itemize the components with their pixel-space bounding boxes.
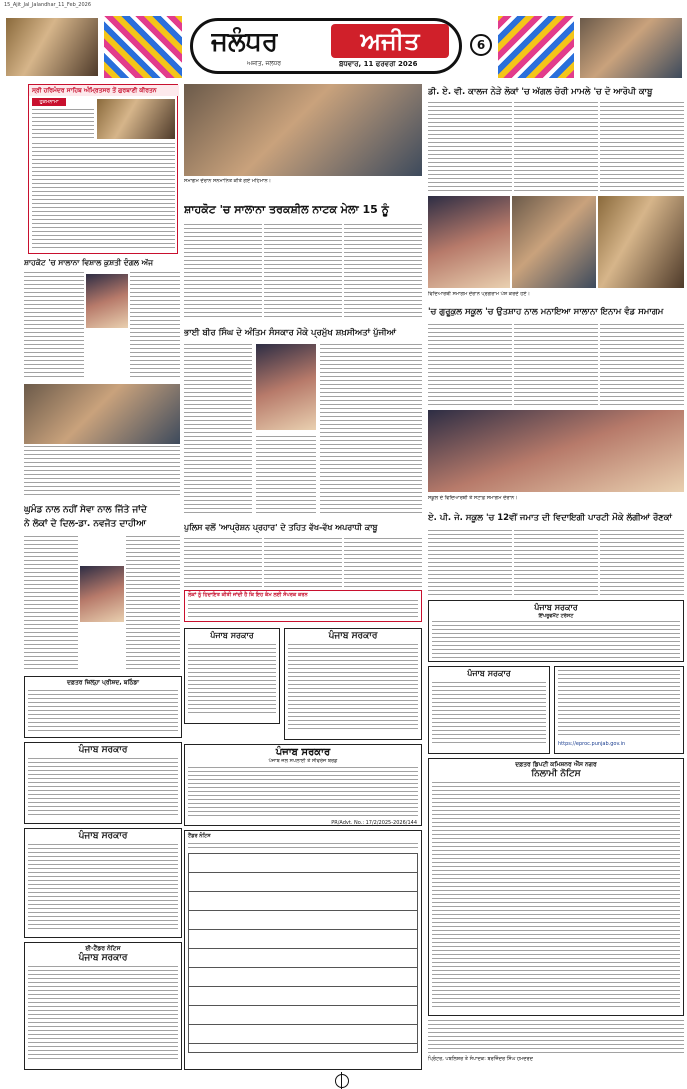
ad-tender-table-title: ਟੈਂਡਰ ਨੋਟਿਸ xyxy=(188,833,211,839)
masthead xyxy=(0,12,687,78)
center-story3-text-b xyxy=(264,538,342,588)
ad-punjab-sarkar-2-title: ਪੰਜਾਬ ਸਰਕਾਰ xyxy=(78,831,128,841)
ad-tender-table-head xyxy=(188,843,418,851)
left-story2-headline-l1: ਘੁਮੰਡ ਨਾਲ ਨਹੀਂ ਸੇਵਾ ਨਾਲ ਜਿੱਤੇ ਜਾਂਦੇ xyxy=(24,505,147,515)
left-story1-caption-text xyxy=(24,446,180,496)
left-story1-text-a xyxy=(24,272,84,380)
ad-jalandhar-office-title: ਦਫ਼ਤਰ ਜ਼ਿਲ੍ਹਾ ਪ੍ਰੀਸ਼ਦ, ਬਠਿੰਡਾ xyxy=(67,679,139,686)
ad-punjab-sarkar-3 xyxy=(284,628,422,740)
center-story2-text-b xyxy=(256,436,316,514)
right-story1-text-c xyxy=(600,102,684,192)
ad-eauction xyxy=(428,758,684,1016)
right-group-photo xyxy=(428,410,684,492)
file-meta-strip: 15_Ajit_Jal_Jalandhar_11_Feb_2026 xyxy=(4,2,92,8)
right-story1-headline: ਡੀ. ਏ. ਵੀ. ਕਾਲਜ ਨੇੜੇ ਲੋਕਾਂ 'ਚ ਅੱਗਲ ਚੋਰੀ ਮਾਮਲੇ 'ਚ ਦੋ ਆਰੋਪੀ ਕਾਬੂ xyxy=(428,87,653,97)
page-number: 6 xyxy=(476,38,486,52)
ad-tender-table xyxy=(184,830,422,1070)
ad-jalandhar-office xyxy=(24,676,182,738)
ad-punjab-sarkar-4-sub: ਪੰਜਾਬ ਜਲ ਸਪਲਾਈ ਤੇ ਸੀਵਰੇਜ ਬੋਰਡ xyxy=(268,758,338,764)
print-line-box xyxy=(428,1020,684,1070)
ad-punjab-sarkar-4-code: PR/Advt. No.: 17/2/2025-2026/144 xyxy=(331,820,417,826)
page-number-badge xyxy=(470,34,492,56)
right-story2-text-c xyxy=(600,324,684,408)
ad-reopen-tender-title: ਈ-ਟੈਂਡਰ ਨੋਟਿਸ xyxy=(85,945,121,952)
ad-punjab-sarkar-2-text xyxy=(28,844,178,930)
masthead-title-left: ਜਲੰਧਰ xyxy=(211,27,279,57)
ad-punjab-sarkar-4 xyxy=(184,744,422,826)
ad-website-link[interactable]: https://eproc.punjab.gov.in xyxy=(558,741,626,747)
left-story2-text-a xyxy=(24,536,78,670)
right-story2-text-b xyxy=(514,324,598,408)
center-story3-text-c xyxy=(344,538,422,588)
center-photo-caption: ਸਮਾਗਮ ਦੌਰਾਨ ਸਨਮਾਨਿਤ ਕੀਤੇ ਗਏ ਮਹਿਮਾਨ। xyxy=(184,178,271,184)
ad-website-text xyxy=(558,670,680,738)
masthead-right-photo xyxy=(580,18,682,78)
golden-temple-photo xyxy=(97,99,175,139)
ad-punjab-sarkar-4-text xyxy=(188,767,418,817)
registration-mark-icon xyxy=(335,1074,349,1088)
center-story1-text-c xyxy=(344,224,422,318)
ad-tender-table-grid xyxy=(188,853,418,1053)
left-story1-text-b xyxy=(130,272,180,380)
right-photo1-caption: ਵਿਦਿਆਰਥੀ ਸਮਾਗਮ ਦੌਰਾਨ ਪ੍ਰੋਗਰਾਮ ਪੇਸ਼ ਕਰਦੇ ਹੋਏ। xyxy=(428,291,530,297)
masthead-pattern-right xyxy=(498,16,574,78)
left-story2-text-b xyxy=(126,536,180,670)
ad-reopen-tender-gov: ਪੰਜਾਬ ਸਰਕਾਰ xyxy=(78,953,128,963)
masthead-subtitle: ਅਜੀਤ, ਜਲੰਧਰ xyxy=(247,61,282,67)
promo-tag: ਹੁਕਮਨਾਮਾ xyxy=(32,98,66,106)
center-notice-text xyxy=(188,600,418,620)
ad-improvement-trust-text xyxy=(432,621,680,659)
right-story1-text-b xyxy=(514,102,598,192)
ad-improvement-trust-gov: ਪੰਜਾਬ ਸਰਕਾਰ xyxy=(534,603,578,612)
center-story2-portrait xyxy=(256,344,316,430)
ad-water-supply xyxy=(184,628,280,724)
ad-website xyxy=(554,666,684,754)
center-notice-box xyxy=(184,590,422,622)
center-story1-headline: ਸ਼ਾਹਕੋਟ 'ਚ ਸਾਲਾਨਾ ਤਰਕਸ਼ੀਲ ਨਾਟਕ ਮੇਲਾ 15 ਨੂੰ xyxy=(184,203,389,216)
ad-jalandhar-office-text xyxy=(28,690,178,734)
center-top-photo xyxy=(184,84,422,176)
promo-title: ਸ੍ਰੀ ਹਰਿਮੰਦਰ ਸਾਹਿਬ ਅੰਮ੍ਰਿਤਸਰ ਤੋਂ ਗੁਰਬਾਣੀ ਕੀਰਤਨ xyxy=(29,85,179,96)
right-story2-text-a xyxy=(428,324,512,408)
center-notice-title: ਲੋਕਾਂ ਨੂੰ ਹਿਦਾਇਤ ਕੀਤੀ ਜਾਂਦੀ ਹੈ ਕਿ ਇਹ ਕੰਮ ਲਈ ਸੰਪਰਕ ਕਰਨ xyxy=(188,592,308,598)
right-photo-1a xyxy=(428,196,510,288)
right-story1-text-a xyxy=(428,102,512,192)
ad-water-supply-text xyxy=(188,644,276,716)
ad-water-supply-gov: ਪੰਜਾਬ ਸਰਕਾਰ xyxy=(210,631,254,640)
ad-punjab-sarkar-1 xyxy=(24,742,182,824)
registration-mark-line xyxy=(341,1072,342,1089)
ad-punjab-sarkar-1-title: ਪੰਜਾਬ ਸਰਕਾਰ xyxy=(78,745,128,755)
print-line-text xyxy=(428,1020,684,1054)
promo-text xyxy=(32,109,94,139)
left-story1-portrait xyxy=(86,274,128,328)
right-story2-headline: 'ਚ ਗੁਰੂਕੁਲ ਸਕੂਲ 'ਚ ਉਤਸ਼ਾਹ ਨਾਲ ਮਨਾਇਆ ਸਾਲਾਨਾ ਇਨਾਮ ਵੰਡ ਸਮਾਗਮ xyxy=(428,307,664,317)
ad-punjab-sarkar-5-title: ਪੰਜਾਬ ਸਰਕਾਰ xyxy=(467,669,511,678)
ad-punjab-sarkar-4-title: ਪੰਜਾਬ ਸਰਕਾਰ xyxy=(275,747,331,758)
center-story2-headline: ਭਾਈ ਬੀਰ ਸਿੰਘ ਦੇ ਅੰਤਿਮ ਸੰਸਕਾਰ ਮੌਕੇ ਪ੍ਰਮੁੱਖ ਸ਼ਖ਼ਸੀਅਤਾਂ ਪੁੱਜੀਆਂ xyxy=(184,328,396,338)
ad-improvement-trust xyxy=(428,600,684,662)
masthead-title-right: ਅਜੀਤ xyxy=(331,24,449,58)
masthead-logo-box xyxy=(190,18,462,74)
promo-box xyxy=(28,84,178,254)
ad-eauction-title: ਨਿਲਾਮੀ ਨੋਟਿਸ xyxy=(531,769,581,779)
ad-punjab-sarkar-5-text xyxy=(432,682,546,746)
right-photo2-caption: ਸਕੂਲ ਦੇ ਵਿਦਿਆਰਥੀ ਤੇ ਸਟਾਫ਼ ਸਮਾਗਮ ਦੌਰਾਨ। xyxy=(428,495,518,501)
left-story1-group-photo xyxy=(24,384,180,444)
left-story2-headline-l2: ਨੇ ਲੋਕਾਂ ਦੇ ਦਿਲ-ਡਾ. ਨਵਜੋਤ ਦਾਹੀਆ xyxy=(24,519,146,529)
right-photo-1c xyxy=(598,196,684,288)
promo-body-text xyxy=(32,143,175,251)
center-story3-text-a xyxy=(184,538,262,588)
print-line: ਪ੍ਰਿੰਟਰ, ਪਬਲਿਸ਼ਰ ਤੇ ਸੰਪਾਦਕ: ਬਰਜਿੰਦਰ ਸਿੰਘ ਹਮਦਰਦ xyxy=(428,1056,533,1062)
center-story1-text-a xyxy=(184,224,262,318)
right-story3-text-a xyxy=(428,530,512,596)
center-story2-text-a xyxy=(184,344,252,514)
right-story3-text-b xyxy=(514,530,598,596)
center-story1-text-b xyxy=(264,224,342,318)
right-story3-text-c xyxy=(600,530,684,596)
masthead-date: ਬੁੱਧਵਾਰ, 11 ਫਰਵਰੀ 2026 xyxy=(339,61,418,67)
right-story3-headline: ਏ. ਪੀ. ਜੇ. ਸਕੂਲ 'ਚ 12ਵੀਂ ਜਮਾਤ ਦੀ ਵਿਦਾਇਗੀ ਪਾਰਟੀ ਮੌਕੇ ਲੱਗੀਆਂ ਰੌਣਕਾਂ xyxy=(428,513,672,523)
ad-punjab-sarkar-5 xyxy=(428,666,550,754)
ad-punjab-sarkar-2 xyxy=(24,828,182,938)
right-photo-1b xyxy=(512,196,596,288)
ad-punjab-sarkar-3-title: ਪੰਜਾਬ ਸਰਕਾਰ xyxy=(328,631,378,641)
ad-reopen-tender xyxy=(24,942,182,1070)
ad-reopen-tender-text xyxy=(28,966,178,1062)
center-story2-text-c xyxy=(320,344,422,514)
ad-improvement-trust-title: ਇੰਪਰੂਵਮੈਂਟ ਟਰੱਸਟ xyxy=(538,613,574,619)
masthead-left-photo xyxy=(6,18,98,76)
ad-eauction-office: ਦਫ਼ਤਰ ਡਿਪਟੀ ਕਮਿਸ਼ਨਰ ਐੱਸ ਨਗਰ xyxy=(515,761,597,768)
ad-punjab-sarkar-1-text xyxy=(28,758,178,816)
masthead-pattern-left xyxy=(104,16,182,78)
ad-eauction-text xyxy=(432,782,680,1008)
ad-punjab-sarkar-3-text xyxy=(288,644,418,730)
center-story3-headline: ਪੁਲਿਸ ਵਲੋਂ 'ਆਪ੍ਰੇਸ਼ਨ ਪ੍ਰਹਾਰ' ਦੇ ਤਹਿਤ ਵੱਖ-ਵੱਖ ਅਪਰਾਧੀ ਕਾਬੂ xyxy=(184,523,378,532)
left-story2-portrait xyxy=(80,566,124,622)
left-story1-headline: ਸ਼ਾਹਕੋਟ 'ਚ ਸਾਲਾਨਾ ਵਿਸ਼ਾਲ ਕੁਸ਼ਤੀ ਦੰਗਲ ਅੱਜ xyxy=(24,258,153,267)
